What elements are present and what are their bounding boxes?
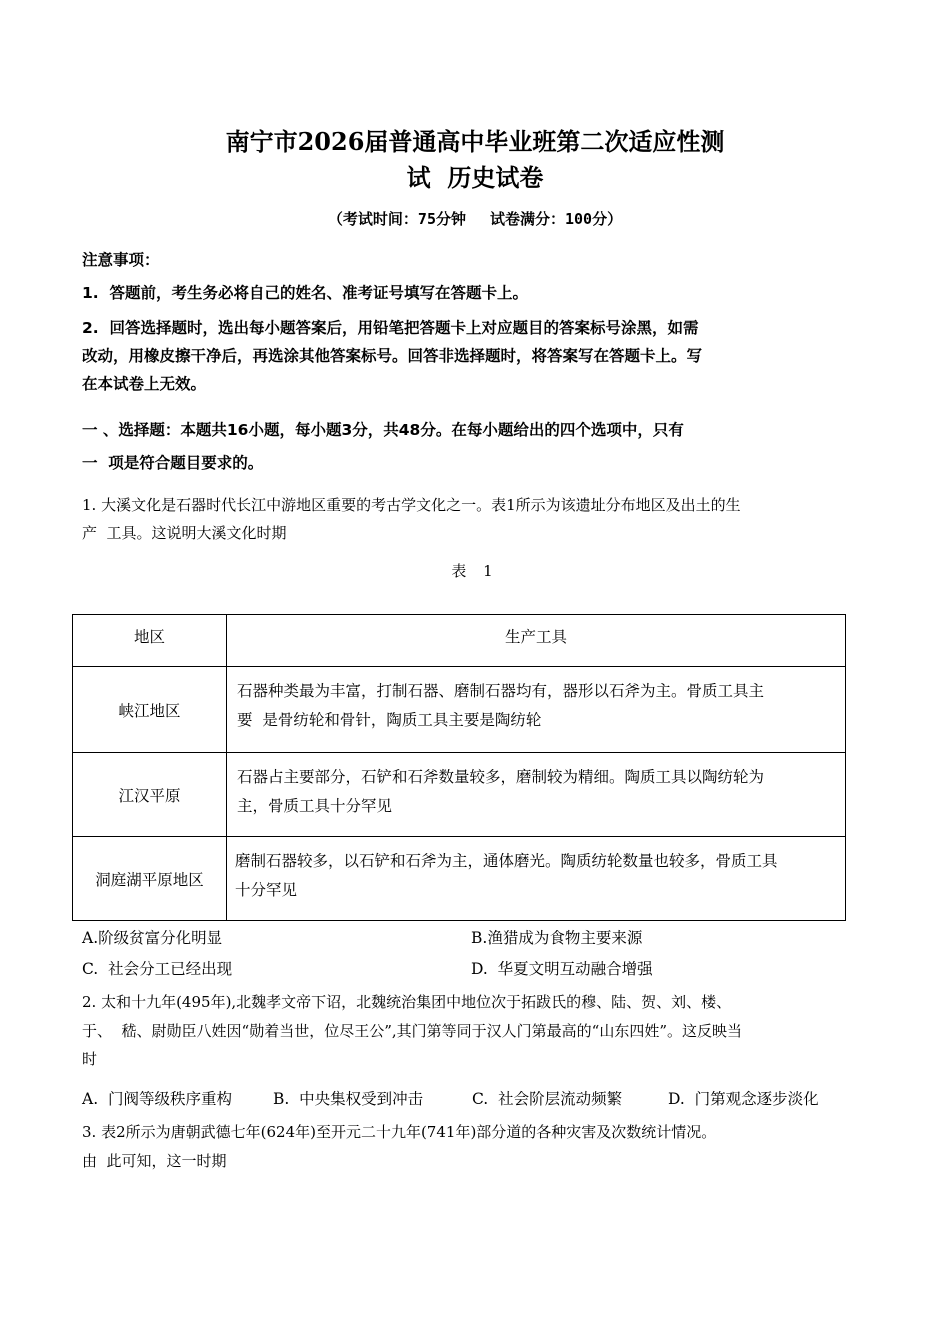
table-1-caption: 表 1 [451, 562, 499, 580]
q2-stem-line-2: 于、 嵇、尉勋臣八姓因“勋着当世，位尽王公”,其门第等同于汉人门第最高的“山东四姓”。这反映当 [82, 1022, 742, 1040]
q1-stem-line-2: 产 工具。这说明大溪文化时期 [82, 524, 287, 542]
notice-item-1: 1. 答题前，考生务必将自己的姓名、准考证号填写在答题卡上。 [82, 284, 528, 302]
exam-subtitle: （考试时间：75分钟 试卷满分：100分） [327, 210, 623, 228]
q3-stem-line-2: 由 此可知，这一时期 [82, 1152, 227, 1170]
q1-option-b: B.渔猎成为食物主要来源 [471, 929, 643, 947]
table-header-tools: 生产工具 [227, 615, 846, 667]
table-cell-region: 江汉平原 [73, 753, 227, 837]
q1-stem-line-1: 1. 大溪文化是石器时代长江中游地区重要的考古学文化之一。表1所示为该遗址分布地区及出土的生 [82, 496, 741, 514]
table-cell-tools: 磨制石器较多，以石铲和石斧为主，通体磨光。陶质纺轮数量也较多，骨质工具 十分罕见 [227, 837, 846, 921]
notice-item-2-line-3: 在本试卷上无效。 [82, 375, 207, 393]
q1-option-c: C. 社会分工已经出现 [82, 960, 233, 978]
q2-stem-line-3: 时 [82, 1050, 98, 1068]
table-row [73, 667, 846, 753]
exam-title-line-1: 南宁市2026届普通高中毕业班第二次适应性测 [225, 127, 725, 156]
notice-item-2-line-2: 改动，用橡皮擦干净后，再选涂其他答案标号。回答非选择题时，将答案写在答题卡上。写 [82, 347, 703, 365]
notice-heading: 注意事项： [82, 251, 160, 269]
table-cell-region: 洞庭湖平原地区 [73, 837, 227, 921]
q3-stem-line-1: 3. 表2所示为唐朝武德七年(624年)至开元二十九年(741年)部分道的各种灾害及次数统计情况。 [82, 1123, 717, 1141]
section-heading-line-2: 一 项是符合题目要求的。 [82, 454, 264, 472]
table-header-row [73, 615, 846, 667]
table-row [73, 837, 846, 921]
notice-item-2-line-1: 2. 回答选择题时，选出每小题答案后，用铅笔把答题卡上对应题目的答案标号涂黑，如需 [82, 319, 699, 337]
table-row [73, 753, 846, 837]
exam-title-line-2: 试 历史试卷 [406, 163, 544, 192]
tools-table [72, 614, 846, 921]
q2-option-b: B. 中央集权受到冲击 [273, 1090, 424, 1108]
table-cell-region: 峡江地区 [73, 667, 227, 753]
q2-option-d: D. 门第观念逐步淡化 [668, 1090, 819, 1108]
table-cell-tools: 石器种类最为丰富，打制石器、磨制石器均有，器形以石斧为主。骨质工具主 要 是骨纺轮和骨针，陶质工具主要是陶纺轮 [227, 667, 846, 753]
table-header-region: 地区 [73, 615, 227, 667]
section-heading-line-1: 一 、选择题：本题共16小题，每小题3分，共48分。在每小题给出的四个选项中，只有 [82, 421, 684, 439]
q2-option-a: A. 门阀等级秩序重构 [82, 1090, 232, 1108]
q2-stem-line-1: 2. 太和十九年(495年),北魏孝文帝下诏，北魏统治集团中地位次于拓跋氏的穆、陆、贺、刘、楼、 [82, 993, 732, 1011]
q2-option-c: C. 社会阶层流动频繁 [472, 1090, 623, 1108]
q1-option-d: D. 华夏文明互动融合增强 [471, 960, 653, 978]
q1-option-a: A.阶级贫富分化明显 [82, 929, 223, 947]
table-cell-tools: 石器占主要部分，石铲和石斧数量较多，磨制较为精细。陶质工具以陶纺轮为 主，骨质工具十分罕见 [227, 753, 846, 837]
